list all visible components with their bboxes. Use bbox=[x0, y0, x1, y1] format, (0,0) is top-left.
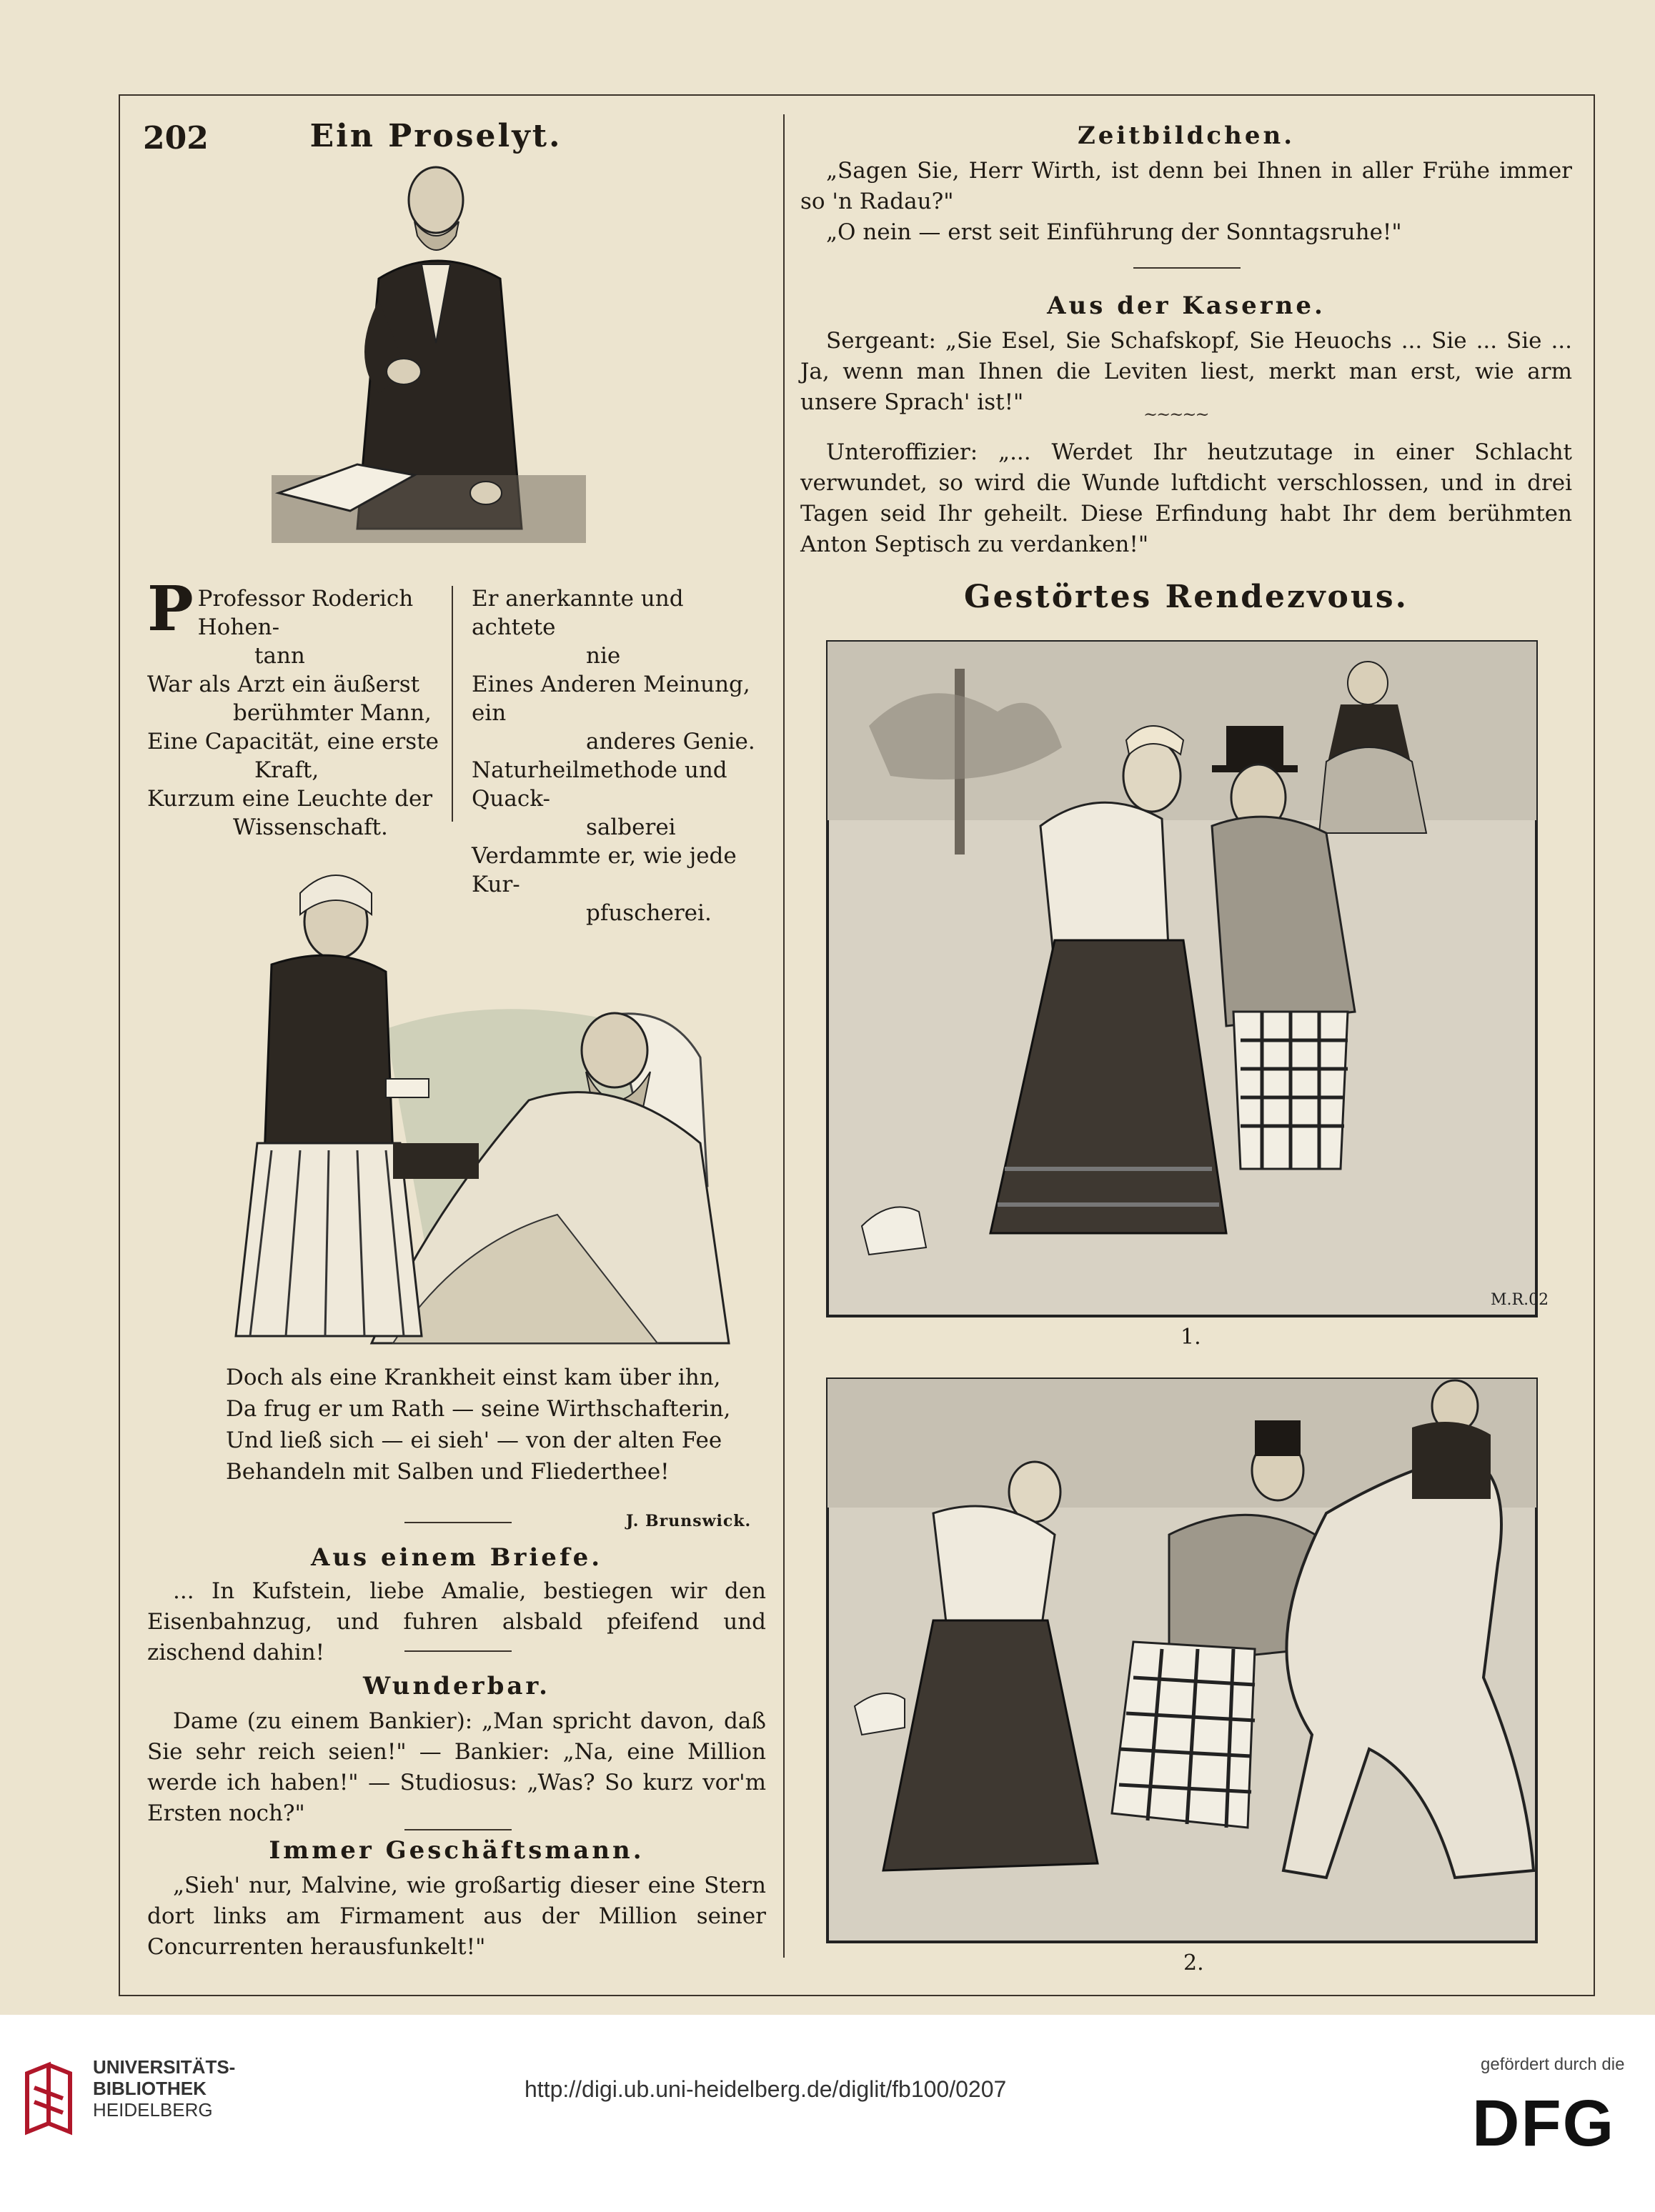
poem-divider bbox=[452, 586, 453, 822]
title-proselyt: Ein Proselyt. bbox=[309, 118, 562, 154]
zeit-text bbox=[800, 156, 1572, 248]
footer-bar bbox=[0, 2015, 1655, 2212]
dropcap-p: P bbox=[147, 573, 194, 645]
illustration-rendezvous-1 bbox=[826, 640, 1549, 1317]
poem-line: Wissenschaft. bbox=[233, 814, 388, 840]
poem-line: Er anerkannte und achtete bbox=[472, 586, 684, 640]
poem-line: Behandeln mit Salben und Fliederthee! bbox=[226, 1459, 670, 1485]
title-aus-einem-briefe: Aus einem Briefe. bbox=[310, 1543, 603, 1572]
poem-line: War als Arzt ein äußerst bbox=[147, 672, 420, 697]
poem-second-part bbox=[226, 1362, 769, 1488]
briefe-paragraph: ... In Kufstein, liebe Amalie, bestiegen wir den Eisenbahnzug, und fuhren alsbald pfeifend und zischend dahin! bbox=[147, 1578, 766, 1665]
monogram: M.R.02 bbox=[1491, 1291, 1549, 1309]
title-wunderbar: Wunderbar. bbox=[363, 1672, 550, 1700]
poem-line: tann bbox=[254, 643, 305, 669]
library-line-1: UNIVERSITÄTS- bbox=[93, 2056, 236, 2078]
funded-by-label: gefördert durch die bbox=[1481, 2055, 1625, 2074]
section-rule bbox=[404, 1650, 512, 1652]
library-name bbox=[93, 2056, 235, 2121]
geschaeft-text bbox=[147, 1870, 766, 1963]
author-signature: J. Brunswick. bbox=[626, 1512, 752, 1530]
zeit-paragraph-1: „Sagen Sie, Herr Wirth, ist denn bei Ihnen in aller Frühe immer so 'n Radau?" bbox=[800, 158, 1572, 214]
caption-1: 1. bbox=[1181, 1325, 1201, 1350]
library-line-2: BIBLIOTHEK bbox=[93, 2078, 207, 2099]
title-aus-der-kaserne: Aus der Kaserne. bbox=[1047, 292, 1326, 320]
poem-line: Professor Roderich Hohen- bbox=[197, 586, 414, 640]
wunderbar-paragraph: Dame (zu einem Bankier): „Man spricht davon, daß Sie sehr reich seien!" — Bankier: „Na, eine Million werde ich haben!" — Studiosus: „Was? So kurz vor'm Ersten noch?" bbox=[147, 1708, 766, 1826]
poem-line: Und ließ sich — ei sieh' — von der alten Fee bbox=[226, 1428, 722, 1453]
section-rule bbox=[404, 1829, 512, 1830]
poem-line: salberei bbox=[586, 814, 676, 840]
page-number: 202 bbox=[143, 120, 209, 156]
kaserne-paragraph-1: Sergeant: „Sie Esel, Sie Schafskopf, Sie Heuochs ... Sie ... Sie ... Ja, wenn man Ihnen die Leviten liest, merkt man erst, wie arm unsere Sprach' ist!" bbox=[800, 328, 1572, 415]
dfg-logo: DFG bbox=[1472, 2087, 1616, 2160]
title-zeitbildchen: Zeitbildchen. bbox=[1077, 121, 1296, 150]
section-rule bbox=[404, 1522, 512, 1523]
university-library-logo bbox=[20, 2059, 84, 2138]
wunderbar-text bbox=[147, 1706, 766, 1829]
kaserne-paragraph-2: Unteroffizier: „... Werdet Ihr heutzutage in einer Schlacht verwundet, so wird die Wunde luftdicht verschlossen, und in drei Tagen seid Ihr geheilt. Diese Erfindung habt Ihr dem berühmten Anton Septisch zu verdanken!" bbox=[800, 439, 1572, 557]
poem-line: Verdammte er, wie jede Kur- bbox=[472, 843, 737, 897]
poem-left-column bbox=[147, 573, 447, 842]
poem-line: pfuscherei. bbox=[586, 900, 712, 926]
poem-line: Kraft, bbox=[254, 757, 319, 783]
briefe-text bbox=[147, 1576, 766, 1668]
geschaeft-paragraph: „Sieh' nur, Malvine, wie großartig dieser eine Stern dort links am Firmament aus der Million seiner Concurrenten herausfunkelt!" bbox=[147, 1873, 766, 1960]
illustration-housekeeper-patient bbox=[157, 843, 772, 1350]
library-line-3: HEIDELBERG bbox=[93, 2099, 213, 2121]
digital-library-url[interactable]: http://digi.ub.uni-heidelberg.de/diglit/fb100/0207 bbox=[525, 2076, 1007, 2102]
poem-line: Naturheilmethode und Quack- bbox=[472, 757, 727, 812]
poem-line: Eines Anderen Meinung, ein bbox=[472, 672, 750, 726]
illustration-rendezvous-2 bbox=[826, 1377, 1538, 1943]
poem-line: anderes Genie. bbox=[586, 729, 755, 754]
illustration-professor bbox=[272, 157, 586, 543]
poem-line: nie bbox=[586, 643, 621, 669]
section-rule bbox=[1133, 267, 1241, 269]
column-divider bbox=[783, 114, 785, 1958]
title-gestoertes-rendezvous: Gestörtes Rendezvous. bbox=[964, 579, 1408, 615]
kaserne-text-2 bbox=[800, 437, 1572, 560]
poem-line: Kurzum eine Leuchte der bbox=[147, 786, 433, 812]
poem-line: Doch als eine Krankheit einst kam über ihn, bbox=[226, 1365, 721, 1390]
poem-line: Da frug er um Rath — seine Wirthschafterin, bbox=[226, 1396, 731, 1422]
zeit-paragraph-2: „O nein — erst seit Einführung der Sonntagsruhe!" bbox=[826, 219, 1402, 245]
wavy-divider: ~~~~~ bbox=[1143, 404, 1208, 424]
caption-2: 2. bbox=[1183, 1951, 1204, 1976]
title-immer-geschaeftsmann: Immer Geschäftsmann. bbox=[269, 1836, 645, 1865]
poem-line: Eine Capacität, eine erste bbox=[147, 729, 439, 754]
poem-line: berühmter Mann, bbox=[233, 700, 432, 726]
